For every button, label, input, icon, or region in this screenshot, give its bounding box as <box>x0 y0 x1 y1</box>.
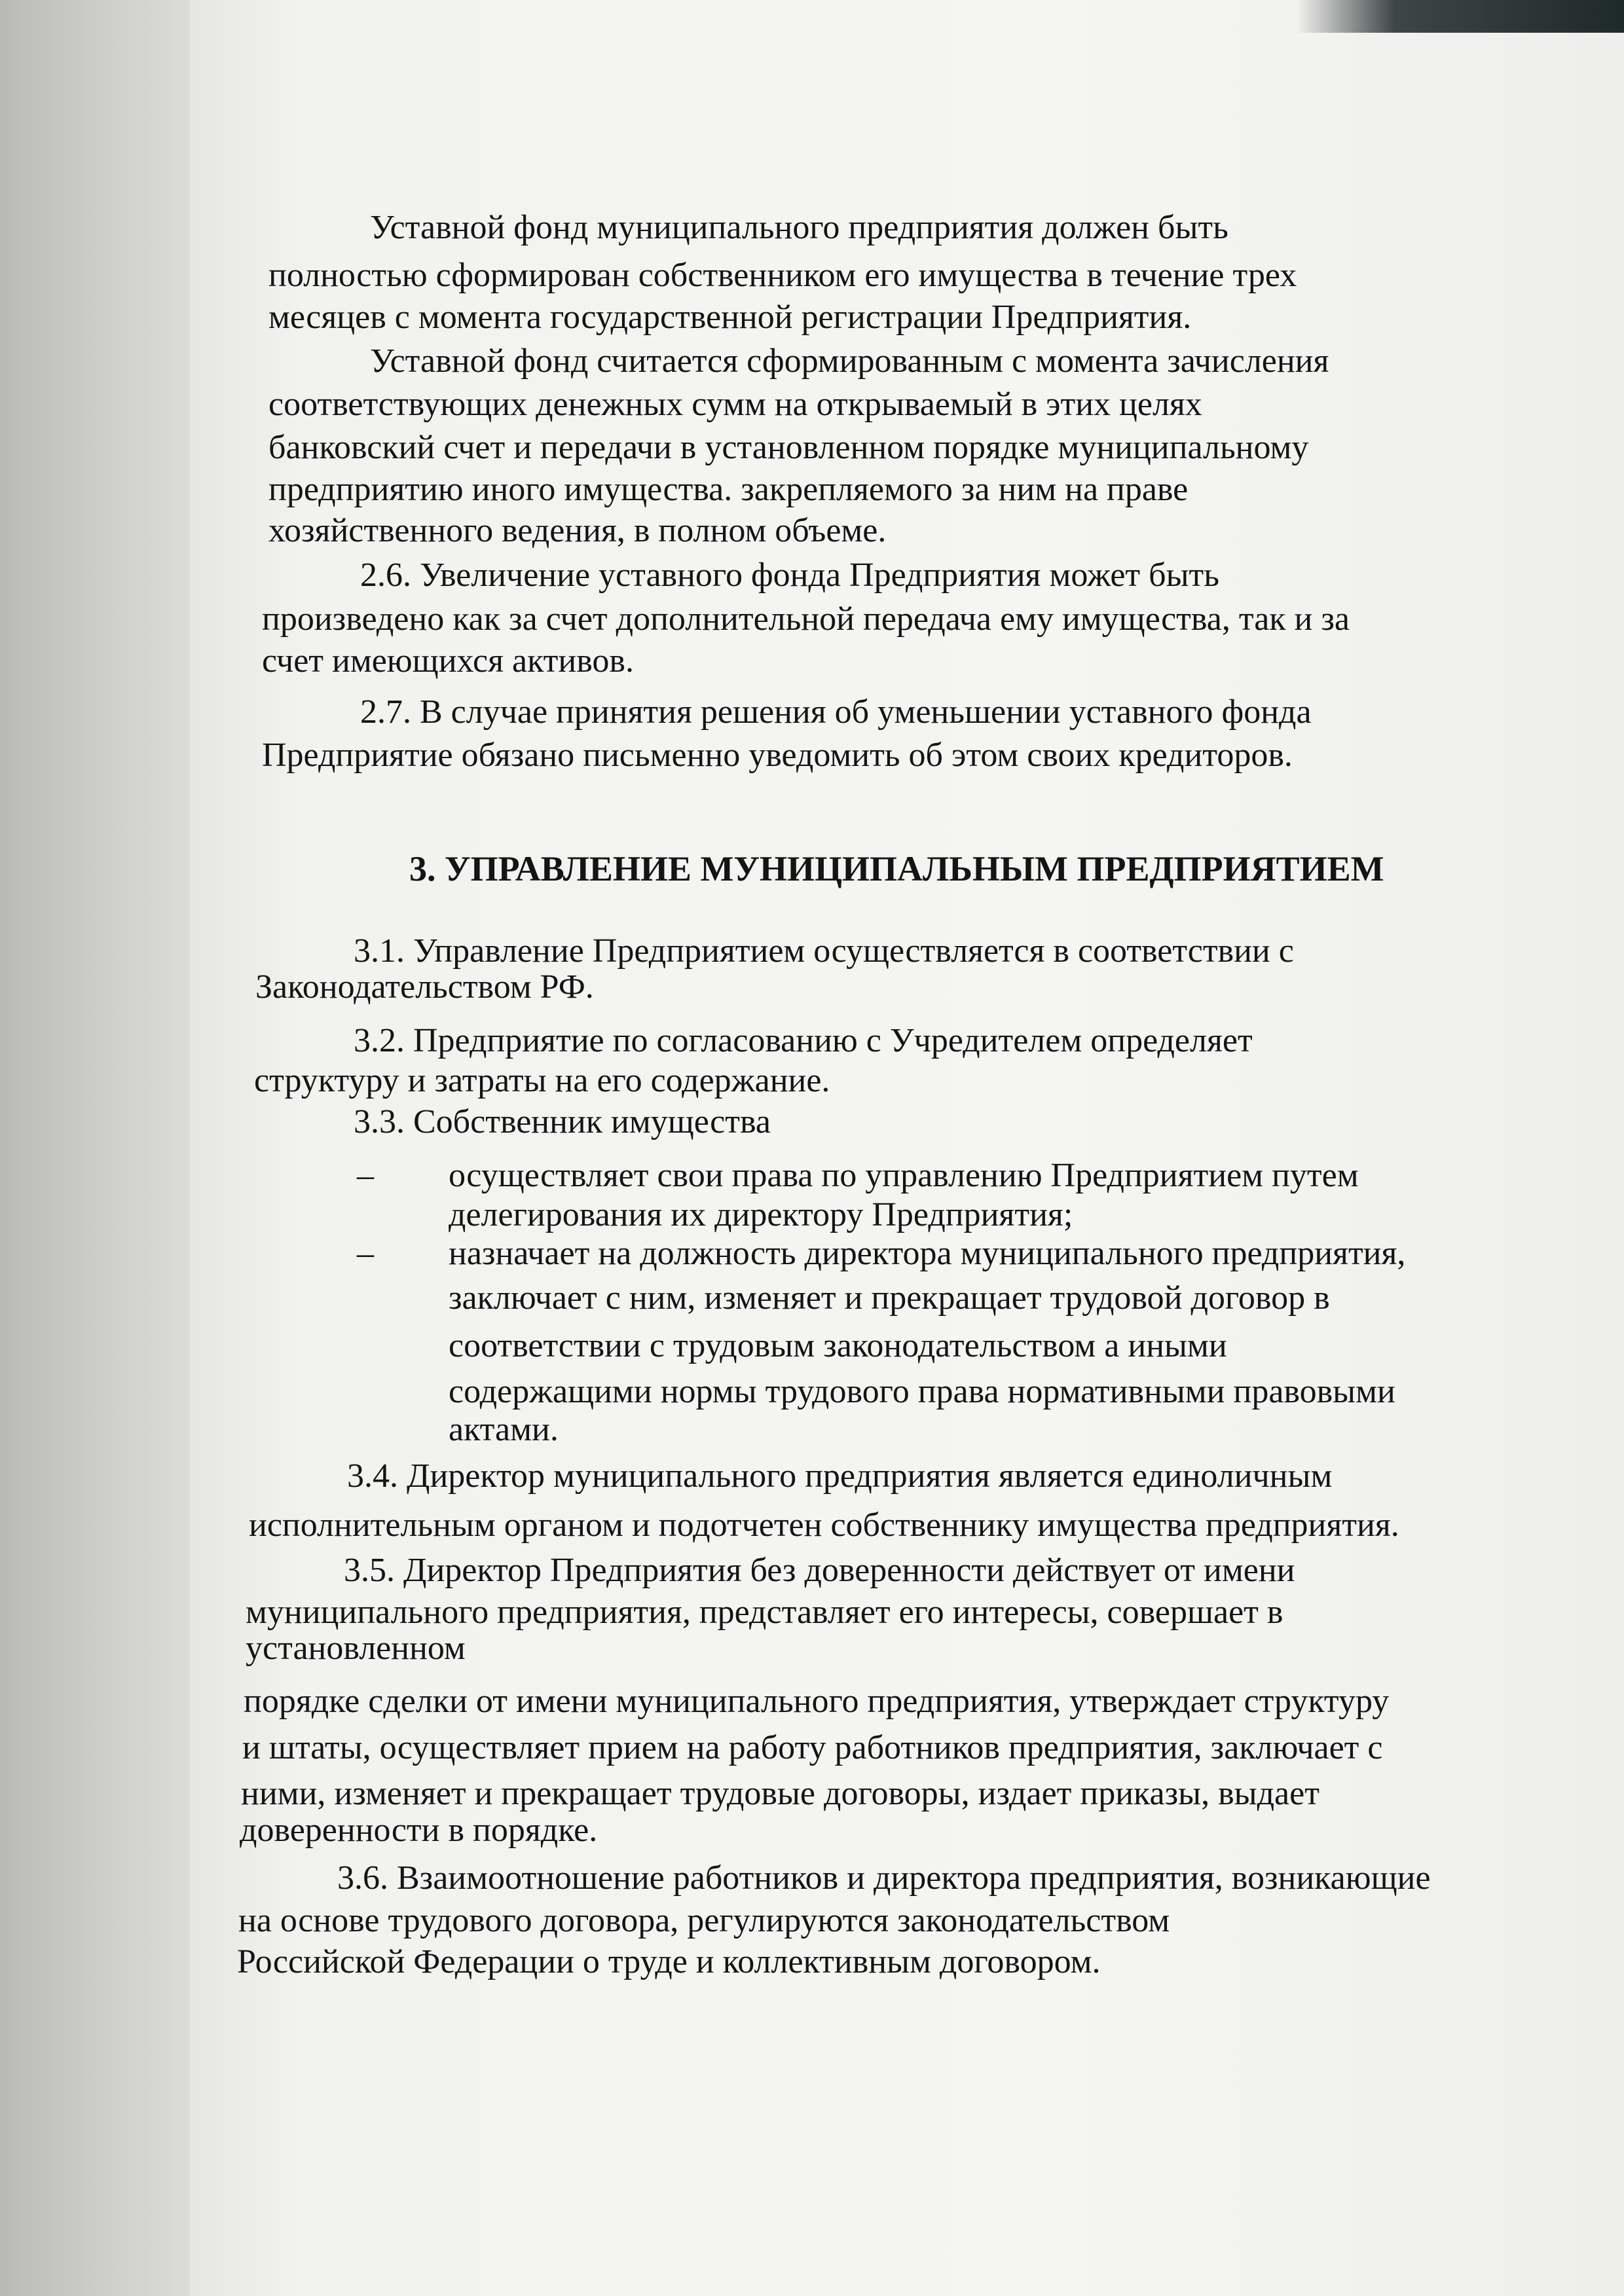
text-line: 3.1. Управление Предприятием осуществляется в соответствии с <box>354 932 1294 970</box>
text-line: муниципального предприятия, представляет его интересы, совершает в <box>246 1594 1283 1631</box>
text-line: доверенности в порядке. <box>240 1812 598 1849</box>
text-line: Уставной фонд считается сформированным с момента зачисления <box>370 342 1329 380</box>
text-line: 2.6. Увеличение уставного фонда Предприятия может быть <box>360 556 1219 594</box>
text-line: ними, изменяет и прекращает трудовые договоры, издает приказы, выдает <box>241 1775 1320 1812</box>
list-dash: – <box>357 1235 374 1272</box>
text-line: 2.7. В случае принятия решения об уменьшении уставного фонда <box>360 693 1312 731</box>
text-line: Предприятие обязано письменно уведомить об этом своих кредиторов. <box>262 737 1293 774</box>
text-line: 3.3. Собственник имущества <box>354 1103 771 1140</box>
text-line: установленном <box>246 1630 466 1667</box>
text-line: месяцев с момента государственной регистрации Предприятия. <box>268 299 1192 336</box>
text-line: соответствующих денежных сумм на открываемый в этих целях <box>268 386 1202 423</box>
text-line: 3.2. Предприятие по согласованию с Учредителем определяет <box>354 1022 1253 1059</box>
text-line: назначает на должность директора муниципального предприятия, <box>449 1235 1406 1272</box>
text-line: на основе трудового договора, регулируются законодательством <box>238 1902 1170 1939</box>
list-dash: – <box>357 1157 374 1194</box>
text-line: 3.6. Взаимоотношение работников и директора предприятия, возникающие <box>337 1859 1431 1897</box>
text-line: Законодательством РФ. <box>255 968 594 1006</box>
text-line: заключает с ним, изменяет и прекращает трудовой договор в <box>449 1279 1330 1317</box>
text-line: 3.5. Директор Предприятия без доверенности действует от имени <box>344 1552 1295 1589</box>
text-line: Российской Федерации о труде и коллективным договором. <box>237 1943 1101 1980</box>
text-line: исполнительным органом и подотчетен собственнику имущества предприятия. <box>249 1506 1399 1544</box>
text-line: соответствии с трудовым законодательством а иными <box>449 1327 1227 1364</box>
text-line: произведено как за счет дополнительной передача ему имущества, так и за <box>262 600 1350 638</box>
text-line: осуществляет свои права по управлению Предприятием путем <box>449 1157 1359 1194</box>
text-line: структуру и затраты на его содержание. <box>254 1062 830 1099</box>
text-line: порядке сделки от имени муниципального предприятия, утверждает структуру <box>244 1683 1390 1720</box>
section-heading: 3. УПРАВЛЕНИЕ МУНИЦИПАЛЬНЫМ ПРЕДПРИЯТИЕМ <box>409 849 1384 888</box>
text-line: 3.4. Директор муниципального предприятия является единоличным <box>347 1457 1333 1495</box>
text-line: банковский счет и передачи в установленном порядке муниципальному <box>268 429 1309 466</box>
text-line: полностью сформирован собственником его имущества в течение трех <box>268 257 1297 294</box>
text-line: содержащими нормы трудового права нормативными правовыми <box>449 1373 1395 1410</box>
text-line: актами. <box>449 1411 559 1448</box>
text-line: счет имеющихся активов. <box>262 642 634 680</box>
text-line: предприятию иного имущества. закрепляемого за ним на праве <box>268 471 1189 508</box>
text-line: хозяйственного ведения, в полном объеме. <box>268 512 887 549</box>
text-line: Уставной фонд муниципального предприятия должен быть <box>370 209 1228 246</box>
text-line: делегирования их директору Предприятия; <box>449 1196 1073 1233</box>
text-line: и штаты, осуществляет прием на работу работников предприятия, заключает с <box>242 1729 1383 1766</box>
